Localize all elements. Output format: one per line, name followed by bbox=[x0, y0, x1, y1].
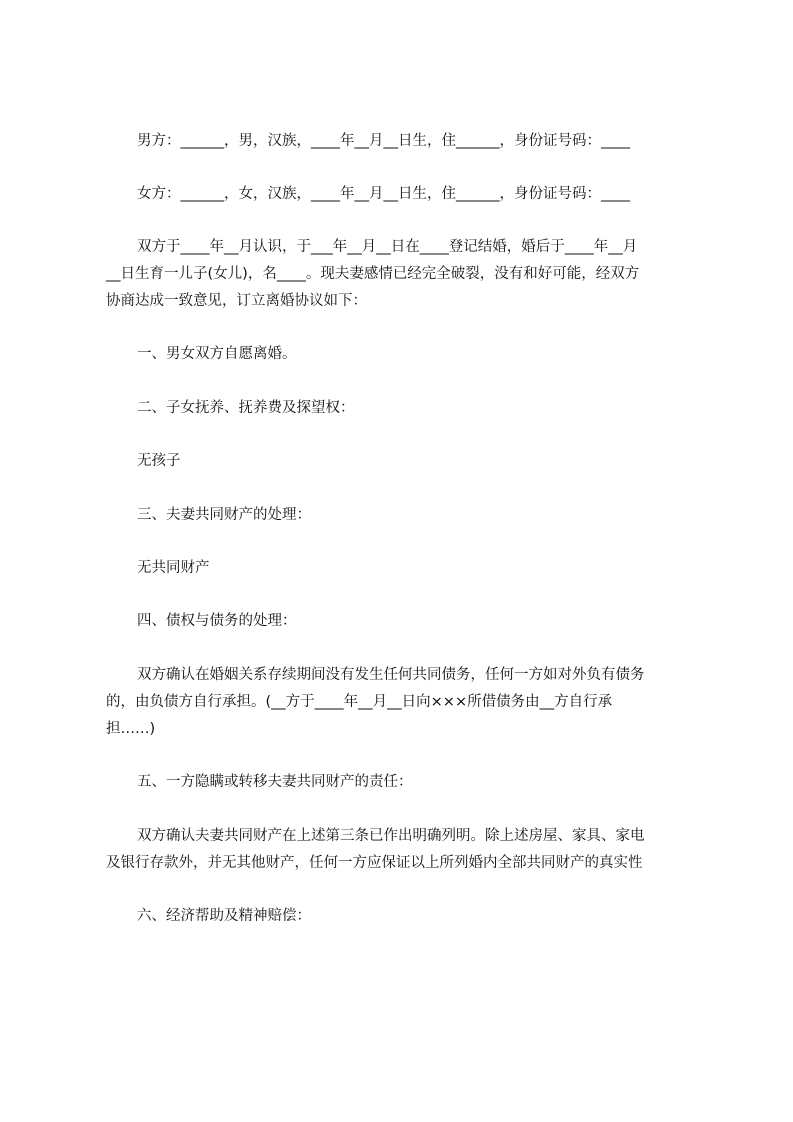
clause-1-heading: 一、男女双方自愿离婚。 bbox=[137, 346, 297, 362]
clause-2-heading: 二、子女抚养、抚养费及探望权： bbox=[137, 400, 355, 416]
intro-line-1: 双方于____年__月认识，于___年__月__日在____登记结婚，婚后于____年__月 bbox=[137, 239, 638, 255]
clause-3-body: 无共同财产 bbox=[137, 560, 210, 576]
clause-4-body-line-3: 担……) bbox=[106, 721, 156, 737]
clause-5-body-line-1: 双方确认夫妻共同财产在上述第三条已作出明确列明。除上述房屋、家具、家电 bbox=[137, 828, 645, 844]
clause-6-heading: 六、经济帮助及精神赔偿： bbox=[137, 908, 311, 924]
clause-5-body-line-2: 及银行存款外，并无其他财产，任何一方应保证以上所列婚内全部共同财产的真实性 bbox=[106, 855, 643, 871]
clause-2-body: 无孩子 bbox=[137, 453, 181, 469]
clause-5-heading: 五、一方隐瞒或转移夫妻共同财产的责任： bbox=[137, 774, 413, 790]
intro-line-2: __日生育一儿子(女儿)，名____。现夫妻感情已经完全破裂，没有和好可能，经双方 bbox=[106, 266, 640, 282]
male-party-line: 男方：______，男，汉族，____年__月__日生，住______，身份证号码：____ bbox=[137, 133, 630, 149]
intro-line-3: 协商达成一致意见，订立离婚协议如下： bbox=[106, 293, 367, 309]
clause-4-heading: 四、债权与债务的处理： bbox=[137, 613, 297, 629]
clause-3-heading: 三、夫妻共同财产的处理： bbox=[137, 507, 311, 523]
female-party-line: 女方：______，女，汉族，____年__月__日生，住______，身份证号码：____ bbox=[137, 186, 630, 202]
clause-4-body-line-2: 的，由负债方自行承担。(__方于____年__月__日向×××所借债务由__方自行承 bbox=[106, 694, 613, 710]
clause-4-body-line-1: 双方确认在婚姻关系存续期间没有发生任何共同债务，任何一方如对外负有债务 bbox=[137, 667, 645, 683]
